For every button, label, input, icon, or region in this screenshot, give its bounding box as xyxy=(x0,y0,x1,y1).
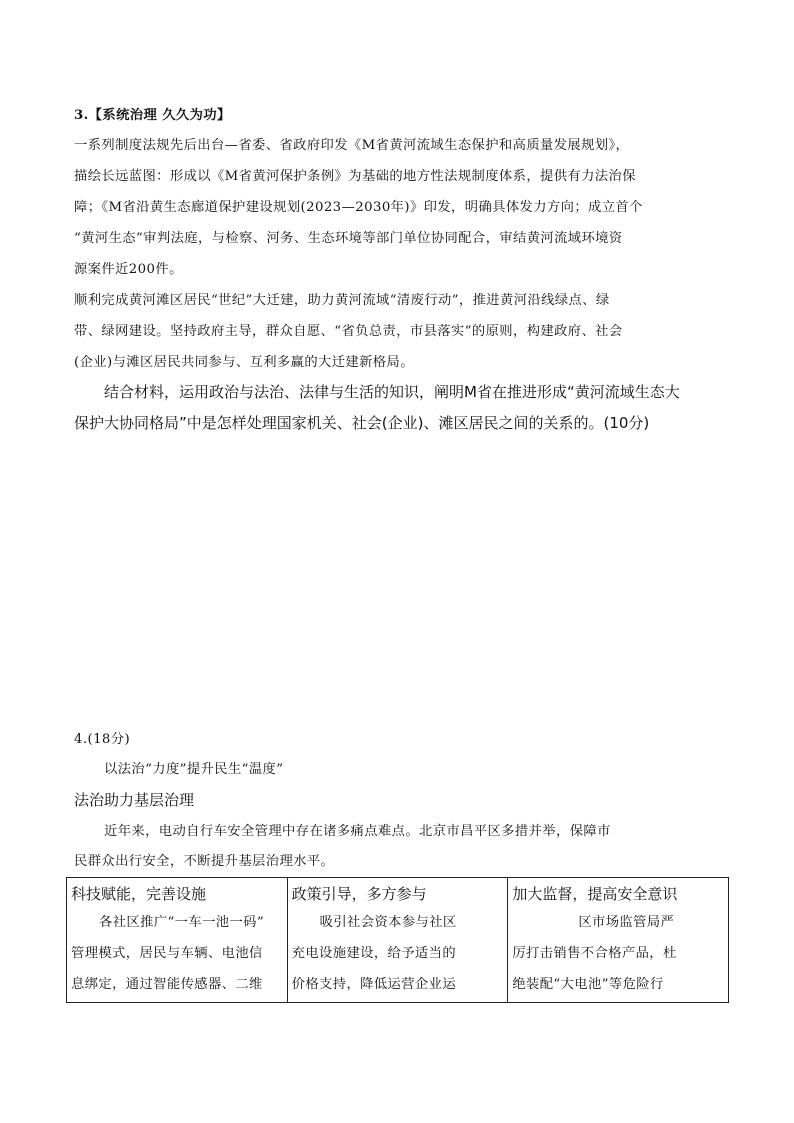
q3-heading: 3.【系统治理 久久为功】 xyxy=(74,108,231,123)
table-cell-line: 各社区推广“一车一池一码” xyxy=(99,915,265,930)
measures-table xyxy=(66,877,729,1003)
q4-intro-line: 近年来，电动自行车安全管理中存在诸多痛点难点。北京市昌平区多措并举，保障市 xyxy=(104,824,611,839)
q3-paragraph-line: 描绘长远蓝图：形成以《M省黄河保护条例》为基础的地方性法规制度体系，提供有力法治保 xyxy=(74,169,636,184)
table-cell-line: 厉打击销售不合格产品，杜 xyxy=(512,946,677,961)
table-cell-line: 价格支持，降低运营企业运 xyxy=(291,977,457,992)
table-cell-header: 加大监督，提高安全意识 xyxy=(512,885,678,903)
table-cell-line: 绝装配“大电池”等危险行 xyxy=(512,977,664,992)
table-cell-line: 吸引社会资本参与社区 xyxy=(319,915,457,930)
table-cell-line: 管理模式，居民与车辆、电池信 xyxy=(71,946,263,961)
table-cell-tech xyxy=(67,878,288,1003)
table-cell-header: 政策引导，多方参与 xyxy=(291,885,427,903)
q3-paragraph-line: 障；《M省沿黄生态廊道保护建设规划(2023—2030年)》印发，明确具体发力方向；成立首个 xyxy=(74,200,643,215)
q3-paragraph-line: 一系列制度法规先后出台—省委、省政府印发《M省黄河流域生态保护和高质量发展规划》， xyxy=(74,138,630,153)
q3-question-line: 结合材料，运用政治与法治、法律与生活的知识，阐明M省在推进形成“黄河流域生态大 xyxy=(104,383,680,401)
q4-heading: 4.(18分) xyxy=(74,732,131,747)
q3-paragraph-line: (企业)与滩区居民共同参与、互利多赢的大迁建新格局。 xyxy=(74,355,414,370)
table-cell-line: 充电设施建设，给予适当的 xyxy=(291,946,457,961)
q4-subtitle: 以法治“力度”提升民生“温度” xyxy=(104,762,284,777)
q3-paragraph-line: “黄河生态”审判法庭，与检察、河务、生态环境等部门单位协同配合，审结黄河流域环境资 xyxy=(74,231,623,246)
table-cell-line: 区市场监管局严 xyxy=(578,915,675,930)
table-cell-policy xyxy=(287,878,508,1003)
q4-section-title: 法治助力基层治理 xyxy=(74,791,195,809)
table-cell-header: 科技赋能，完善设施 xyxy=(71,885,207,903)
table-cell-line: 息绑定，通过智能传感器、二维 xyxy=(71,977,263,992)
q3-paragraph-line: 源案件近200件。 xyxy=(74,262,183,277)
q3-paragraph-line: 带、绿网建设。坚持政府主导，群众自愿、“省负总责，市县落实”的原则，构建政府、社会 xyxy=(74,324,623,339)
q3-paragraph-line: 顺利完成黄河滩区居民“世纪”大迁建，助力黄河流域“清废行动”，推进黄河沿线绿点、绿 xyxy=(74,293,610,308)
q3-question-line: 保护大协同格局”中是怎样处理国家机关、社会(企业)、滩区居民之间的关系的。(10分) xyxy=(74,414,650,432)
q4-intro-line: 民群众出行安全，不断提升基层治理水平。 xyxy=(74,854,335,869)
table-cell-supervision xyxy=(508,878,729,1003)
